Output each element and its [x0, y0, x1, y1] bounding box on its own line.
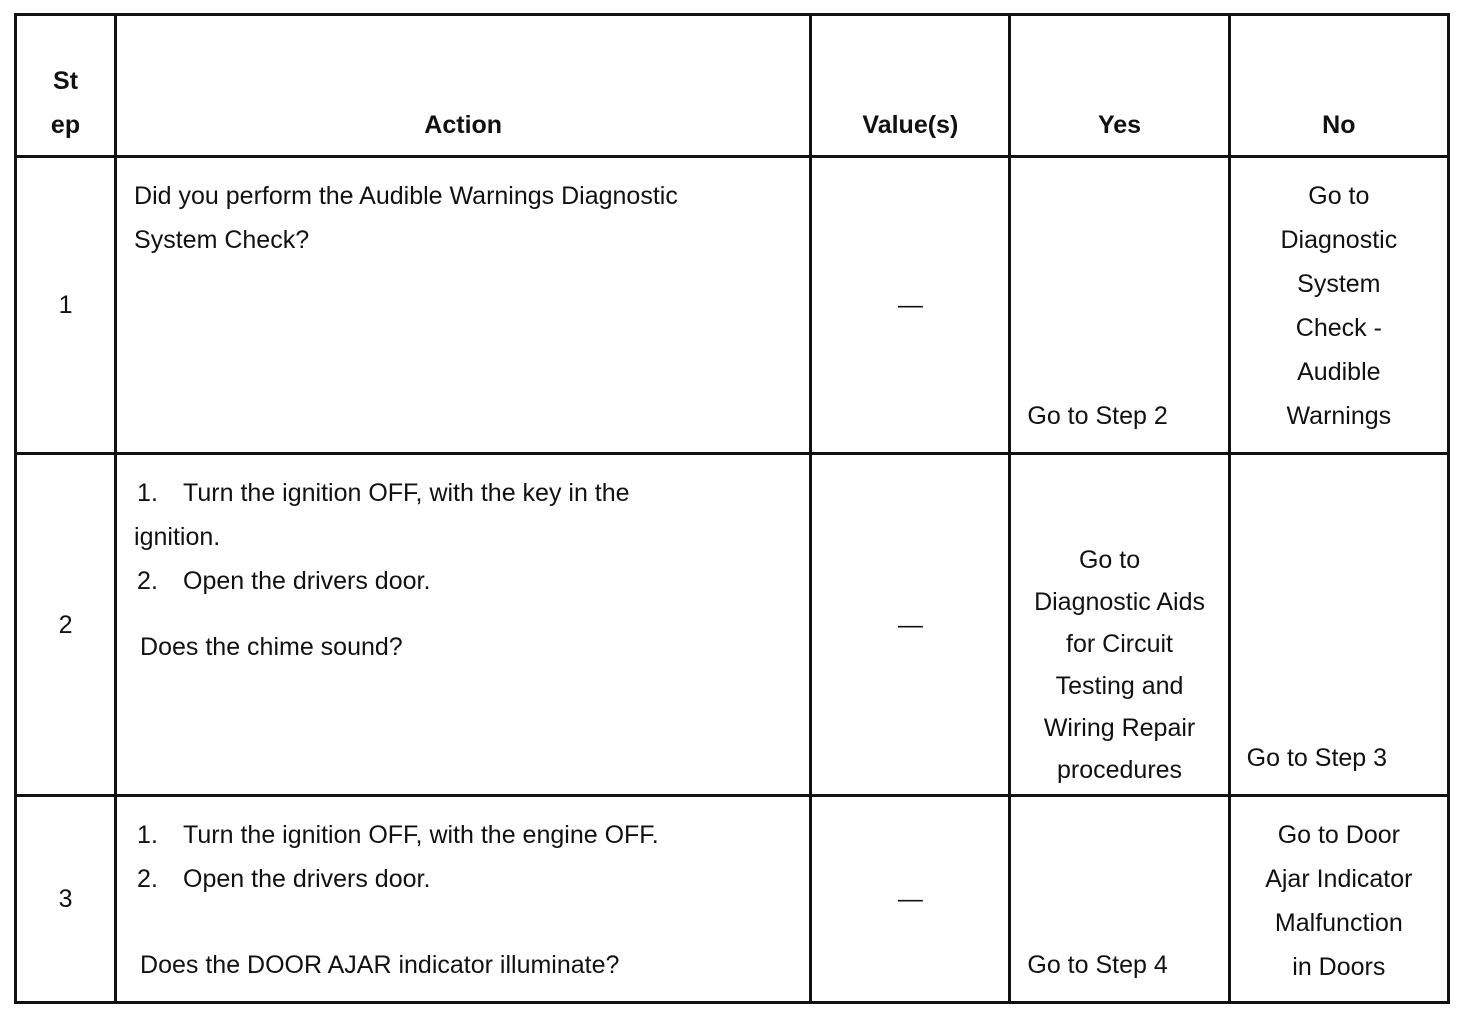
list-number: 2.: [137, 567, 158, 595]
value-cell: —: [811, 796, 1010, 1003]
action-text: Turn the ignition OFF, with the engine OFF.: [183, 821, 659, 849]
yes-link[interactable]: Go to Step 4: [1027, 951, 1168, 979]
yes-cell: [1010, 454, 1229, 796]
step-number: 1: [16, 157, 116, 454]
action-text: Did you perform the Audible Warnings Diagnostic: [134, 182, 678, 210]
yes-link-line: procedures: [1056, 756, 1183, 784]
step-number: 2: [16, 454, 116, 796]
yes-cell: [1010, 796, 1229, 1003]
action-text: Turn the ignition OFF, with the key in the: [183, 479, 630, 507]
header-no: No: [1229, 15, 1448, 157]
action-list-item: [134, 559, 799, 603]
no-link-line: Ajar Indicator: [1265, 865, 1413, 893]
no-link[interactable]: Go to Step 3: [1246, 744, 1388, 772]
no-link-line: Check -: [1295, 314, 1382, 342]
action-list-item: [134, 813, 799, 857]
diagnostic-table: [14, 13, 1450, 1004]
action-question: Does the DOOR AJAR indicator illuminate?: [140, 951, 620, 979]
table-header-row: [16, 15, 1449, 157]
action-text: ignition.: [134, 523, 221, 551]
no-link-line: Malfunction: [1274, 909, 1403, 937]
action-text: System Check?: [134, 226, 310, 254]
no-link-line: Go to Door: [1277, 821, 1400, 849]
yes-link-line: Go to: [1078, 546, 1141, 574]
action-question: Does the chime sound?: [140, 633, 403, 661]
header-step-line2: ep: [50, 111, 81, 139]
action-text: Open the drivers door.: [183, 865, 431, 893]
yes-link-line: Wiring Repair: [1043, 714, 1196, 742]
yes-link-line: for Circuit: [1066, 630, 1174, 658]
list-number: 1.: [137, 821, 158, 849]
yes-link[interactable]: Go to Step 2: [1027, 402, 1168, 430]
no-link-line: Go to: [1308, 182, 1370, 210]
action-cell: [116, 454, 811, 796]
list-number: 1.: [137, 479, 158, 507]
yes-cell: [1010, 157, 1229, 454]
table-row: [16, 454, 1449, 796]
yes-link-line: Testing and: [1055, 672, 1184, 700]
header-values: Value(s): [811, 15, 1010, 157]
action-cell: [116, 796, 811, 1003]
action-text: Open the drivers door.: [183, 567, 431, 595]
no-link-line: Warnings: [1286, 402, 1392, 430]
no-link-line: Audible: [1297, 358, 1381, 386]
step-number: 3: [16, 796, 116, 1003]
no-cell: [1229, 157, 1448, 454]
no-cell: [1229, 796, 1448, 1003]
header-yes: Yes: [1010, 15, 1229, 157]
header-step-line1: St: [53, 67, 79, 95]
no-cell: [1229, 454, 1448, 796]
no-link[interactable]: [1231, 174, 1447, 438]
action-cell: [116, 157, 811, 454]
action-list-item: [134, 857, 799, 901]
no-link-line: System: [1297, 270, 1381, 298]
no-link-line: Diagnostic: [1280, 226, 1398, 254]
no-link-line: in Doors: [1292, 953, 1386, 981]
action-list-item: [134, 471, 799, 515]
header-step: [16, 15, 116, 157]
list-number: 2.: [137, 865, 158, 893]
yes-link[interactable]: [1011, 539, 1227, 791]
header-action: Action: [116, 15, 811, 157]
value-cell: —: [811, 454, 1010, 796]
value-cell: —: [811, 157, 1010, 454]
yes-link-line: Diagnostic Aids: [1034, 588, 1205, 616]
no-link[interactable]: [1231, 813, 1447, 989]
table-row: [16, 796, 1449, 1003]
table-row: [16, 157, 1449, 454]
